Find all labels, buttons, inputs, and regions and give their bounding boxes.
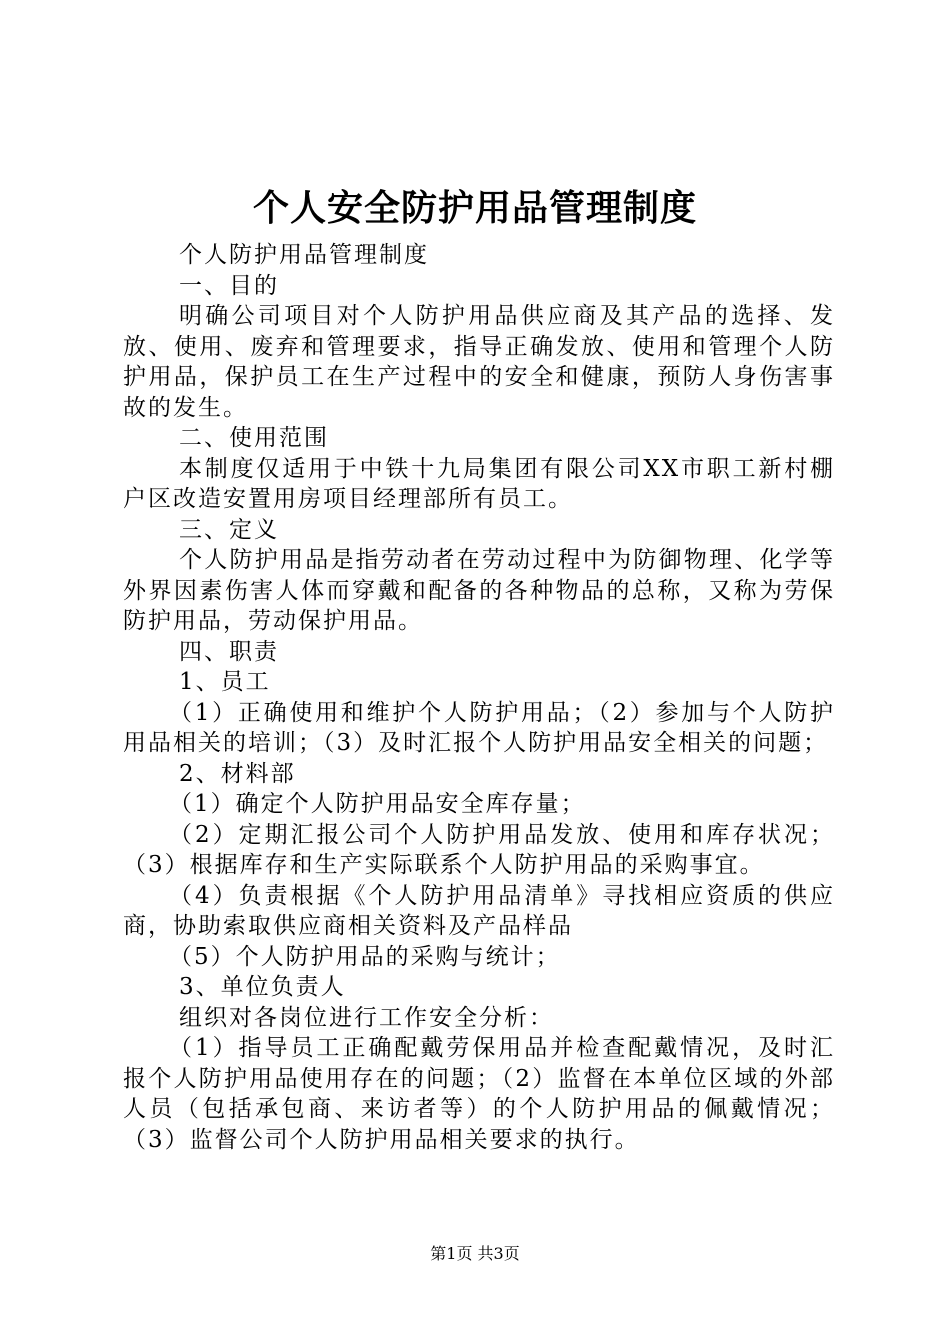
paragraph: 组织对各岗位进行工作安全分析： [179,1004,554,1031]
paragraph: （5）个人防护用品的采购与统计； [169,943,561,970]
subheading-materials-dept: 2、材料部 [179,760,296,787]
paragraph: （1）指导员工正确配戴劳保用品并检查配戴情况，及时汇报个人防护用品使用存在的问题；（2）监督在本单位区域的外部人员（包括承包商、来访者等）的个人防护用品的佩戴情况；（3）监督公司个人防护用品相关要求的执行。 [123,1035,835,1153]
document-body [123,240,835,1155]
document-title: 个人安全防护用品管理制度 [252,187,697,229]
subheading-unit-leader: 3、单位负责人 [179,974,346,1000]
section-heading-purpose: 一、目的 [179,272,279,299]
paragraph: （2）定期汇报公司个人防护用品发放、使用和库存状况；（3）根据库存和生产实际联系个人防护用品的采购事宜。 [123,821,835,878]
paragraph: （1）确定个人防护用品安全库存量； [169,791,586,817]
paragraph: 个人防护用品是指劳动者在劳动过程中为防御物理、化学等外界因素伤害人体而穿戴和配备的各种物品的总称，又称为劳保防护用品，劳动保护用品。 [123,547,835,634]
paragraph: 本制度仅适用于中铁十九局集团有限公司XX市职工新村棚户区改造安置用房项目经理部所有员工。 [123,455,835,512]
subheading-employee: 1、员工 [179,669,271,695]
paragraph: 明确公司项目对个人防护用品供应商及其产品的选择、发放、使用、废弃和管理要求，指导正确发放、使用和管理个人防护用品，保护员工在生产过程中的安全和健康，预防人身伤害事故的发生。 [123,303,835,421]
paragraph: （4）负责根据《个人防护用品清单》寻找相应资质的供应商，协助索取供应商相关资料及产品样品 [123,882,835,939]
paragraph: （1）正确使用和维护个人防护用品；（2）参加与个人防护用品相关的培训；（3）及时汇报个人防护用品安全相关的问题； [123,699,835,756]
section-heading-scope: 二、使用范围 [179,425,329,451]
paragraph: 个人防护用品管理制度 [179,242,429,268]
section-heading-responsibilities: 四、职责 [179,638,279,665]
page-footer: 第1页 共3页 [430,1244,520,1263]
section-heading-definition: 三、定义 [179,516,279,543]
